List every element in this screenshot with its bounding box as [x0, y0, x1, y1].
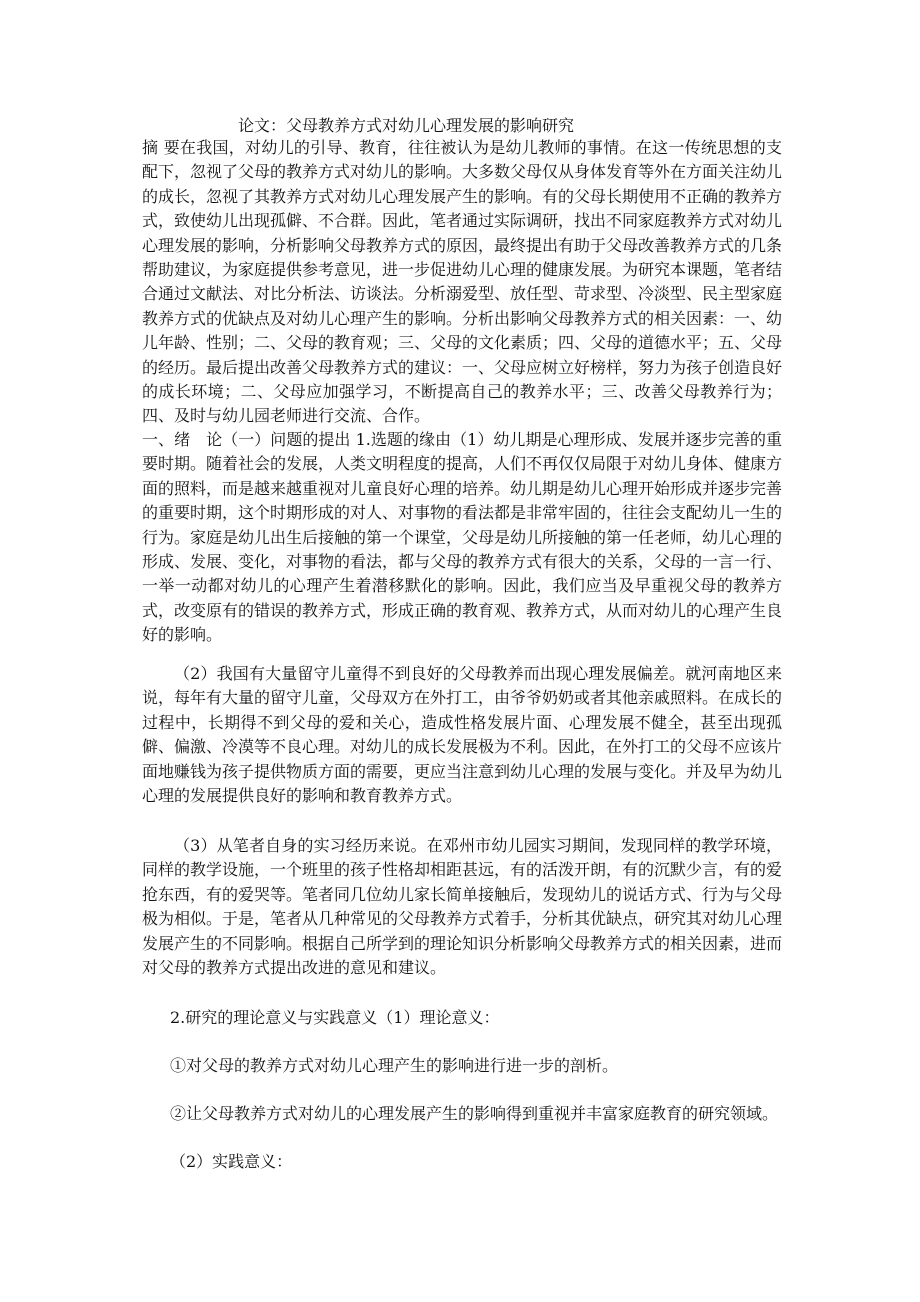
abstract-paragraph: 摘 要在我国，对幼儿的引导、教育，往往被认为是幼儿教师的事情。在这一传统思想的支配下，忽视了父母的教养方式对幼儿的影响。大多数父母仅从身体发育等外在方面关注幼儿的成长，忽视了其教养方式对幼儿心理发展产生的影响。有的父母长期使用不正确的教养方式，致使幼儿出现孤僻、不合群。因此，笔者通过实际调研，找出不同家庭教养方式对幼儿心理发展的影响，分析影响父母教养方式的原因，最终提出有助于父母改善教养方式的几条帮助建议，为家庭提供参考意见，进一步促进幼儿心理的健康发展。为研究本课题，笔者结合通过文献法、对比分析法、访谈法。分析溺爱型、放任型、苛求型、冷淡型、民主型家庭教养方式的优缺点及对幼儿心理产生的影响。分析出影响父母教养方式的相关因素：一、幼儿年龄、性别；二、父母的教育观；三、父母的文化素质；四、父母的道德水平；五、父母的经历。最后提出改善父母教养方式的建议：一、父母应树立好榜样，努力为孩子创造良好的成长环境；二、父母应加强学习，不断提高自己的教养水平；三、改善父母教养行为；四、及时与幼儿园老师进行交流、合作。 — [142, 138, 783, 426]
reason-paragraph-2: （2）我国有大量留守儿童得不到良好的父母教养而出现心理发展偏差。就河南地区来说，每年有大量的留守儿童，父母双方在外打工，由爷爷奶奶或者其他亲戚照料。在成长的过程中，长期得不到父母的爱和关心，造成性格发展片面、心理发展不健全，甚至出现孤僻、偏激、冷漠等不良心理。对幼儿的成长发展极为不利。因此，在外打工的父母不应该片面地赚钱为孩子提供物质方面的需要，更应当注意到幼儿心理的发展与变化。并及早为幼儿心理的发展提供良好的影响和教育教养方式。 — [142, 664, 783, 806]
theory-point-1: ①对父母的教养方式对幼儿心理产生的影响进行进一步的剖析。 — [170, 1056, 619, 1075]
reason-paragraph-3: （3）从笔者自身的实习经历来说。在邓州市幼儿园实习期间，发现同样的教学环境，同样的教学设施，一个班里的孩子性格却相距甚远，有的活泼开朗，有的沉默少言，有的爱抢东西，有的爱哭等。笔者同几位幼儿家长简单接触后，发现幼儿的说话方式、行为与父母极为相似。于是，笔者从几种常见的父母教养方式着手，分析其优缺点，研究其对幼儿心理发展产生的不同影响。根据自己所学到的理论知识分析影响父母教养方式的相关因素，进而对父母的教养方式提出改进的意见和建议。 — [142, 836, 783, 978]
introduction-paragraph: 一、绪 论（一）问题的提出 1.选题的缘由（1）幼儿期是心理形成、发展并逐步完善的重要时期。随着社会的发展，人类文明程度的提高，人们不再仅仅局限于对幼儿身体、健康方面的照料，而是越来越重视对儿童良好心理的培养。幼儿期是幼儿心理开始形成并逐步完善的重要时期，这个时期形成的对人、对事物的看法都是非常牢固的，往往会支配幼儿一生的行为。家庭是幼儿出生后接触的第一个课堂，父母是幼儿所接触的第一任老师，幼儿心理的形成、发展、变化，对事物的看法，都与父母的教养方式有很大的关系，父母的一言一行、一举一动都对幼儿的心理产生着潜移默化的影响。因此，我们应当及早重视父母的教养方式，改变原有的错误的教养方式，形成正确的教育观、教养方式，从而对幼儿的心理产生良好的影响。 — [142, 430, 783, 645]
practice-heading: （2）实践意义： — [170, 1152, 293, 1171]
theory-point-2: ②让父母教养方式对幼儿的心理发展产生的影响得到重视并丰富家庭教育的研究领域。 — [170, 1104, 779, 1123]
paper-title: 论文：父母教养方式对幼儿心理发展的影响研究 — [238, 116, 575, 135]
section-heading-significance: 2.研究的理论意义与实践意义（1）理论意义： — [170, 1008, 500, 1027]
